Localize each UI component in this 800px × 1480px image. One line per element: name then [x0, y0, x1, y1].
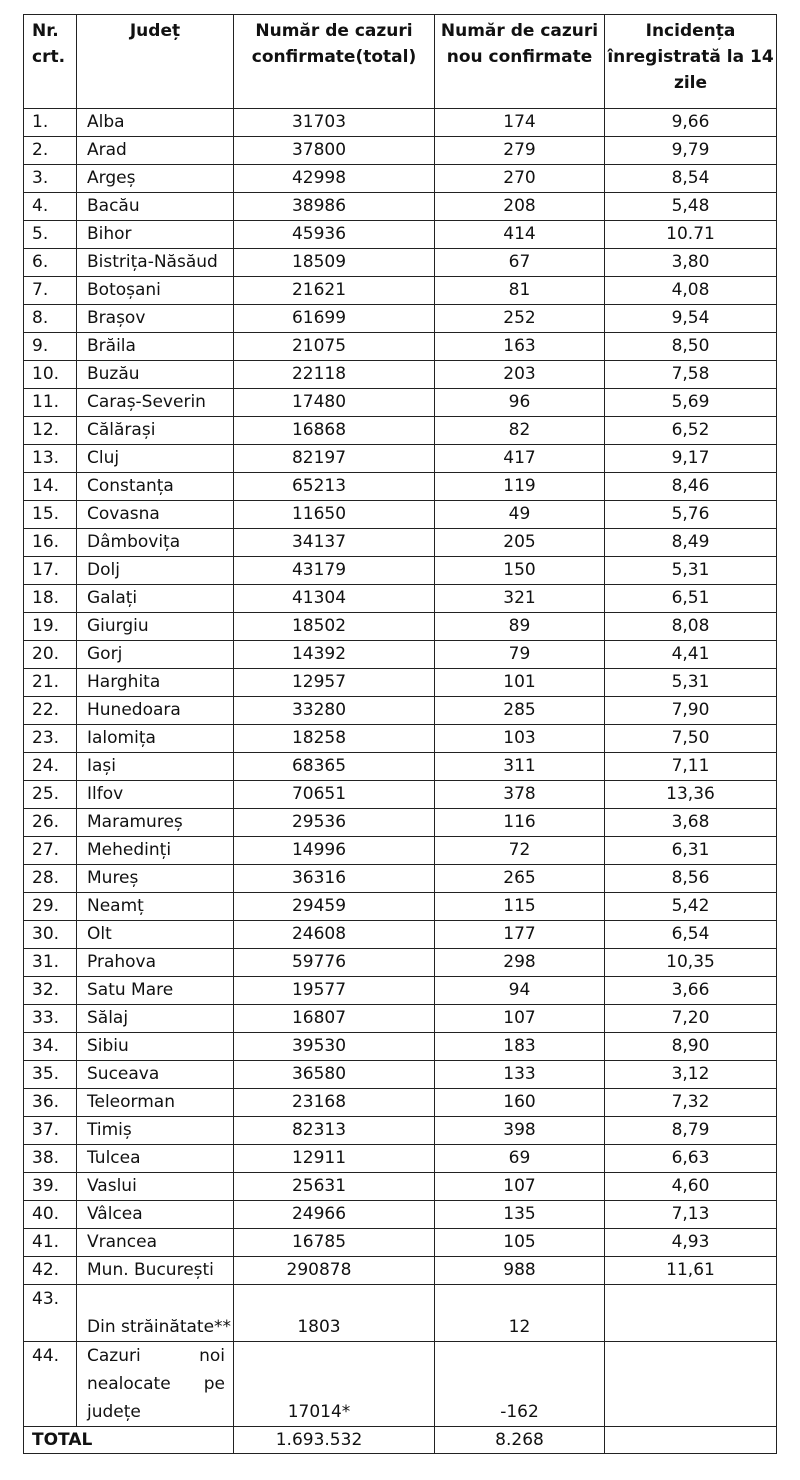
table-row — [24, 221, 777, 249]
row-total: 12911 — [234, 1145, 435, 1173]
row-judet: Suceava — [77, 1061, 234, 1089]
row-noi: 67 — [435, 249, 605, 277]
row-noi: 107 — [435, 1173, 605, 1201]
row-nr: 37. — [24, 1117, 77, 1145]
row-judet: Dolj — [77, 557, 234, 585]
row-total: 14996 — [234, 837, 435, 865]
row-noi: 252 — [435, 305, 605, 333]
row-nr: 17. — [24, 557, 77, 585]
row-nr: 20. — [24, 641, 77, 669]
row-nr: 14. — [24, 473, 77, 501]
row-judet: Alba — [77, 109, 234, 137]
row-nr: 23. — [24, 725, 77, 753]
row-noi: 174 — [435, 109, 605, 137]
row-incidenta: 8,54 — [605, 165, 777, 193]
row-total: 59776 — [234, 949, 435, 977]
row-total: 70651 — [234, 781, 435, 809]
row-noi: 270 — [435, 165, 605, 193]
row-judet: Argeș — [77, 165, 234, 193]
row-nr: 28. — [24, 865, 77, 893]
row-total: 19577 — [234, 977, 435, 1005]
table-row — [24, 641, 777, 669]
row-nr: 44. — [24, 1342, 77, 1427]
row-incidenta: 4,41 — [605, 641, 777, 669]
header-noi: Număr de cazuri nou confirmate — [435, 15, 605, 109]
row-noi: 265 — [435, 865, 605, 893]
row-incidenta: 4,08 — [605, 277, 777, 305]
row-incidenta: 8,46 — [605, 473, 777, 501]
row-total: 37800 — [234, 137, 435, 165]
row-nr: 13. — [24, 445, 77, 473]
row-incidenta: 6,54 — [605, 921, 777, 949]
table-row — [24, 1005, 777, 1033]
row-noi: 183 — [435, 1033, 605, 1061]
row-incidenta: 6,52 — [605, 417, 777, 445]
row-noi: 321 — [435, 585, 605, 613]
row-judet: Neamț — [77, 893, 234, 921]
row-incidenta: 8,56 — [605, 865, 777, 893]
row-noi: 160 — [435, 1089, 605, 1117]
row-noi: 988 — [435, 1257, 605, 1285]
table-row — [24, 669, 777, 697]
row-nr: 18. — [24, 585, 77, 613]
row-judet: Bacău — [77, 193, 234, 221]
row-noi: 177 — [435, 921, 605, 949]
row-noi: 279 — [435, 137, 605, 165]
row-total: 12957 — [234, 669, 435, 697]
table-row — [24, 305, 777, 333]
row-nr: 2. — [24, 137, 77, 165]
row-total: 14392 — [234, 641, 435, 669]
row-incidenta: 7,50 — [605, 725, 777, 753]
row-judet: Covasna — [77, 501, 234, 529]
total-label: TOTAL — [24, 1427, 234, 1454]
table-row — [24, 809, 777, 837]
row-judet: Călărași — [77, 417, 234, 445]
row-noi: 103 — [435, 725, 605, 753]
row-total: 22118 — [234, 361, 435, 389]
row-nr: 41. — [24, 1229, 77, 1257]
row-total: 16785 — [234, 1229, 435, 1257]
row-judet: Vaslui — [77, 1173, 234, 1201]
row-incidenta: 13,36 — [605, 781, 777, 809]
row-incidenta: 6,31 — [605, 837, 777, 865]
table-row — [24, 837, 777, 865]
row-nr: 5. — [24, 221, 77, 249]
row-total: 33280 — [234, 697, 435, 725]
row-incidenta: 7,58 — [605, 361, 777, 389]
row-judet: Harghita — [77, 669, 234, 697]
table-body — [24, 109, 777, 1454]
row-noi: 133 — [435, 1061, 605, 1089]
table-row — [24, 921, 777, 949]
row-nr: 21. — [24, 669, 77, 697]
total-new-cases: 8.268 — [435, 1427, 605, 1454]
row-judet: Galați — [77, 585, 234, 613]
row-incidenta: 8,90 — [605, 1033, 777, 1061]
row-total: 31703 — [234, 109, 435, 137]
row-judet: Arad — [77, 137, 234, 165]
row-incidenta: 8,49 — [605, 529, 777, 557]
row-noi: 311 — [435, 753, 605, 781]
header-nr: Nr. crt. — [24, 15, 77, 109]
row-incidenta: 9,66 — [605, 109, 777, 137]
row-incidenta: 3,68 — [605, 809, 777, 837]
row-judet: Buzău — [77, 361, 234, 389]
row-judet: Giurgiu — [77, 613, 234, 641]
row-incidenta: 7,20 — [605, 1005, 777, 1033]
row-noi: 163 — [435, 333, 605, 361]
row-nr: 24. — [24, 753, 77, 781]
table-row — [24, 277, 777, 305]
row-total: 1803 — [234, 1285, 435, 1342]
table-row — [24, 1257, 777, 1285]
table-row — [24, 361, 777, 389]
row-incidenta: 3,80 — [605, 249, 777, 277]
row-incidenta: 7,90 — [605, 697, 777, 725]
table-row — [24, 1089, 777, 1117]
row-incidenta: 3,66 — [605, 977, 777, 1005]
row-incidenta: 5,42 — [605, 893, 777, 921]
row-judet: Mureș — [77, 865, 234, 893]
row-judet: Brăila — [77, 333, 234, 361]
row-incidenta: 6,63 — [605, 1145, 777, 1173]
row-nr: 6. — [24, 249, 77, 277]
table-row — [24, 1117, 777, 1145]
row-judet: Bihor — [77, 221, 234, 249]
row-nr: 16. — [24, 529, 77, 557]
row-total: 29536 — [234, 809, 435, 837]
row-noi: 101 — [435, 669, 605, 697]
table-row — [24, 865, 777, 893]
table-row — [24, 109, 777, 137]
row-nr: 27. — [24, 837, 77, 865]
total-cases: 1.693.532 — [234, 1427, 435, 1454]
row-noi: 417 — [435, 445, 605, 473]
row-judet: Maramureș — [77, 809, 234, 837]
table-row — [24, 1033, 777, 1061]
table-row — [24, 529, 777, 557]
table-row — [24, 697, 777, 725]
table-row — [24, 585, 777, 613]
row-nr: 11. — [24, 389, 77, 417]
row-judet: Caraș-Severin — [77, 389, 234, 417]
header-incidenta: Incidența înregistrată la 14 zile — [605, 15, 777, 109]
row-total: 36580 — [234, 1061, 435, 1089]
row-judet: Olt — [77, 921, 234, 949]
row-nr: 35. — [24, 1061, 77, 1089]
row-total: 41304 — [234, 585, 435, 613]
row-noi: 79 — [435, 641, 605, 669]
row-noi: 107 — [435, 1005, 605, 1033]
table-row — [24, 193, 777, 221]
row-total: 17480 — [234, 389, 435, 417]
header-row — [24, 15, 777, 109]
row-noi: 414 — [435, 221, 605, 249]
row-total: 25631 — [234, 1173, 435, 1201]
row-total: 11650 — [234, 501, 435, 529]
row-judet: Tulcea — [77, 1145, 234, 1173]
table-row — [24, 725, 777, 753]
row-total: 16868 — [234, 417, 435, 445]
row-judet: Cluj — [77, 445, 234, 473]
row-nr: 12. — [24, 417, 77, 445]
table-row — [24, 137, 777, 165]
row-incidenta — [605, 1342, 777, 1427]
row-judet: Teleorman — [77, 1089, 234, 1117]
row-incidenta: 6,51 — [605, 585, 777, 613]
row-total: 18509 — [234, 249, 435, 277]
row-judet: Gorj — [77, 641, 234, 669]
row-nr: 25. — [24, 781, 77, 809]
row-judet: Dâmbovița — [77, 529, 234, 557]
row-total: 61699 — [234, 305, 435, 333]
row-total: 18502 — [234, 613, 435, 641]
row-nr: 40. — [24, 1201, 77, 1229]
row-incidenta: 7,11 — [605, 753, 777, 781]
row-judet: Iași — [77, 753, 234, 781]
table-row — [24, 389, 777, 417]
row-noi: 89 — [435, 613, 605, 641]
row-noi: 105 — [435, 1229, 605, 1257]
row-incidenta: 8,08 — [605, 613, 777, 641]
row-total: 21075 — [234, 333, 435, 361]
row-total: 34137 — [234, 529, 435, 557]
row-judet: Cazuri noi nealocate pe județe — [77, 1342, 234, 1427]
row-incidenta — [605, 1285, 777, 1342]
row-incidenta: 3,12 — [605, 1061, 777, 1089]
row-incidenta: 5,76 — [605, 501, 777, 529]
row-total: 39530 — [234, 1033, 435, 1061]
table-row — [24, 977, 777, 1005]
row-noi: 203 — [435, 361, 605, 389]
row-judet: Timiș — [77, 1117, 234, 1145]
row-judet: Satu Mare — [77, 977, 234, 1005]
row-total: 16807 — [234, 1005, 435, 1033]
row-judet: Ialomița — [77, 725, 234, 753]
row-total: 43179 — [234, 557, 435, 585]
row-judet: Vâlcea — [77, 1201, 234, 1229]
row-noi: 378 — [435, 781, 605, 809]
header-total: Număr de cazuri confirmate(total) — [234, 15, 435, 109]
row-nr: 39. — [24, 1173, 77, 1201]
row-incidenta: 5,31 — [605, 669, 777, 697]
row-total: 82313 — [234, 1117, 435, 1145]
row-incidenta: 11,61 — [605, 1257, 777, 1285]
row-noi: 135 — [435, 1201, 605, 1229]
header-judet: Județ — [77, 15, 234, 109]
row-nr: 15. — [24, 501, 77, 529]
row-incidenta: 9,17 — [605, 445, 777, 473]
row-total: 290878 — [234, 1257, 435, 1285]
row-incidenta: 5,31 — [605, 557, 777, 585]
table-row — [24, 165, 777, 193]
row-incidenta: 8,50 — [605, 333, 777, 361]
row-noi: 115 — [435, 893, 605, 921]
row-total: 24608 — [234, 921, 435, 949]
row-judet: Din străinătate** — [77, 1285, 234, 1342]
table-row — [24, 557, 777, 585]
row-judet: Mun. București — [77, 1257, 234, 1285]
row-judet: Brașov — [77, 305, 234, 333]
table-row — [24, 1229, 777, 1257]
table-row — [24, 1145, 777, 1173]
row-nr: 3. — [24, 165, 77, 193]
row-nr: 38. — [24, 1145, 77, 1173]
row-nr: 36. — [24, 1089, 77, 1117]
row-nr: 33. — [24, 1005, 77, 1033]
table-row — [24, 613, 777, 641]
row-noi: 116 — [435, 809, 605, 837]
row-noi: 82 — [435, 417, 605, 445]
row-total: 36316 — [234, 865, 435, 893]
row-judet: Mehedinți — [77, 837, 234, 865]
row-incidenta: 9,54 — [605, 305, 777, 333]
row-judet: Constanța — [77, 473, 234, 501]
row-nr: 8. — [24, 305, 77, 333]
row-noi: 205 — [435, 529, 605, 557]
row-total: 21621 — [234, 277, 435, 305]
table-row — [24, 781, 777, 809]
table-row-unallocated — [24, 1342, 777, 1427]
row-judet: Sălaj — [77, 1005, 234, 1033]
row-judet: Hunedoara — [77, 697, 234, 725]
row-judet: Ilfov — [77, 781, 234, 809]
row-nr: 22. — [24, 697, 77, 725]
row-nr: 29. — [24, 893, 77, 921]
table-row — [24, 249, 777, 277]
table-row — [24, 473, 777, 501]
row-nr: 4. — [24, 193, 77, 221]
row-total: 29459 — [234, 893, 435, 921]
row-noi: 94 — [435, 977, 605, 1005]
row-nr: 34. — [24, 1033, 77, 1061]
table-row — [24, 893, 777, 921]
row-noi: -162 — [435, 1342, 605, 1427]
row-judet: Botoșani — [77, 277, 234, 305]
row-total: 45936 — [234, 221, 435, 249]
row-total: 65213 — [234, 473, 435, 501]
row-noi: 208 — [435, 193, 605, 221]
row-nr: 19. — [24, 613, 77, 641]
table-row — [24, 501, 777, 529]
row-noi: 150 — [435, 557, 605, 585]
row-incidenta: 4,93 — [605, 1229, 777, 1257]
row-total: 17014* — [234, 1342, 435, 1427]
table-row — [24, 1201, 777, 1229]
table-row — [24, 417, 777, 445]
row-noi: 69 — [435, 1145, 605, 1173]
row-total: 23168 — [234, 1089, 435, 1117]
row-judet: Vrancea — [77, 1229, 234, 1257]
row-noi: 12 — [435, 1285, 605, 1342]
row-incidenta: 10,35 — [605, 949, 777, 977]
table-row-total — [24, 1427, 777, 1454]
row-total: 38986 — [234, 193, 435, 221]
row-nr: 43. — [24, 1285, 77, 1342]
row-judet: Bistrița-Năsăud — [77, 249, 234, 277]
row-incidenta: 8,79 — [605, 1117, 777, 1145]
row-incidenta: 9,79 — [605, 137, 777, 165]
total-incidence — [605, 1427, 777, 1454]
row-noi: 81 — [435, 277, 605, 305]
row-noi: 398 — [435, 1117, 605, 1145]
row-nr: 32. — [24, 977, 77, 1005]
row-incidenta: 10.71 — [605, 221, 777, 249]
covid-county-table — [23, 14, 777, 1454]
row-nr: 31. — [24, 949, 77, 977]
row-noi: 72 — [435, 837, 605, 865]
row-nr: 9. — [24, 333, 77, 361]
row-incidenta: 5,48 — [605, 193, 777, 221]
row-nr: 7. — [24, 277, 77, 305]
table-row — [24, 1061, 777, 1089]
row-noi: 119 — [435, 473, 605, 501]
table-row — [24, 753, 777, 781]
row-noi: 285 — [435, 697, 605, 725]
row-noi: 298 — [435, 949, 605, 977]
table-row — [24, 333, 777, 361]
row-judet: Sibiu — [77, 1033, 234, 1061]
row-total: 18258 — [234, 725, 435, 753]
row-nr: 1. — [24, 109, 77, 137]
row-nr: 10. — [24, 361, 77, 389]
row-incidenta: 7,32 — [605, 1089, 777, 1117]
row-total: 68365 — [234, 753, 435, 781]
row-nr: 42. — [24, 1257, 77, 1285]
table-row — [24, 949, 777, 977]
row-incidenta: 7,13 — [605, 1201, 777, 1229]
row-noi: 96 — [435, 389, 605, 417]
row-total: 24966 — [234, 1201, 435, 1229]
table-row — [24, 1173, 777, 1201]
table-row — [24, 445, 777, 473]
row-nr: 26. — [24, 809, 77, 837]
row-noi: 49 — [435, 501, 605, 529]
row-total: 82197 — [234, 445, 435, 473]
row-total: 42998 — [234, 165, 435, 193]
row-judet: Prahova — [77, 949, 234, 977]
row-nr: 30. — [24, 921, 77, 949]
row-incidenta: 5,69 — [605, 389, 777, 417]
table-row-abroad — [24, 1285, 777, 1342]
row-incidenta: 4,60 — [605, 1173, 777, 1201]
